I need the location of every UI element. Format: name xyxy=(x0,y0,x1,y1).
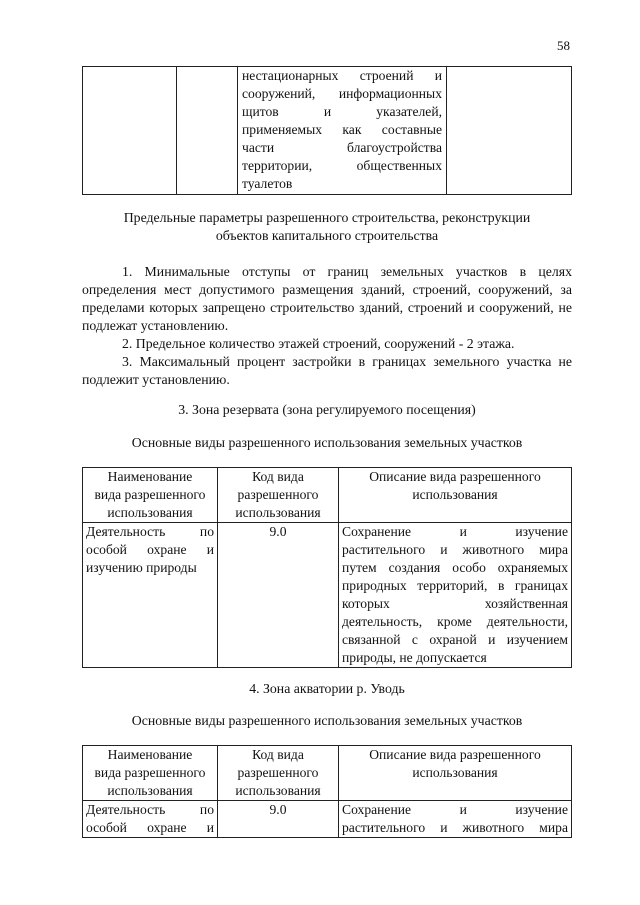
zone3-table xyxy=(82,467,572,668)
table-cell-description xyxy=(238,67,447,195)
table-row xyxy=(83,523,572,668)
description-line: сооружений, информационных xyxy=(242,86,442,101)
description-line: щитов и указателей, xyxy=(242,104,442,119)
description-line: применяемых как составные xyxy=(242,122,442,137)
description-line: части благоустройства xyxy=(242,140,442,155)
paragraph: 3. Максимальный процент застройки в границах земельного участка не подлежит установлению. xyxy=(82,354,572,387)
continuation-table xyxy=(82,66,572,195)
description-cell: Сохранение и изучение растительного и животного мира путем создания особо охраняемых природных территорий, в границах которых хозяйственная деятельность, кроме деятельности, связанной с охраной и изучением природы, не допускается xyxy=(339,523,572,668)
header-cell: Код вида разрешенного использования xyxy=(218,468,339,523)
section-heading xyxy=(82,209,572,245)
paragraph: 1. Минимальные отступы от границ земельных участков в целях определения мест допустимого размещения зданий, строений, сооружений, за пределами которых запрещено строительство зданий, строений и сооружений, не подлежат установлению. xyxy=(82,264,572,333)
zone3-subtitle: Основные виды разрешенного использования земельных участков xyxy=(131,435,523,450)
table-header-row xyxy=(83,746,572,801)
header-cell: Код вида разрешенного использования xyxy=(218,746,339,801)
description-cell: Сохранение и изучение растительного и животного мира xyxy=(339,801,572,838)
zone4-title: 4. Зона акватории р. Уводь xyxy=(249,681,405,696)
header-cell: Наименование вида разрешенного использования xyxy=(83,746,218,801)
zone3-title: 3. Зона резервата (зона регулируемого посещения) xyxy=(178,402,476,417)
page-number: 58 xyxy=(557,38,570,53)
limits-paragraphs xyxy=(82,263,572,389)
description-line: нестационарных строений и xyxy=(242,68,442,83)
header-cell: Описание вида разрешенного использования xyxy=(339,468,572,523)
code-cell: 9.0 xyxy=(218,801,339,838)
heading-line: объектов капитального строительства xyxy=(215,228,439,243)
table-cell-empty xyxy=(177,67,238,195)
paragraph: 2. Предельное количество этажей строений, сооружений - 2 этажа. xyxy=(122,336,515,351)
table-cell-empty xyxy=(83,67,177,195)
zone4-subtitle: Основные виды разрешенного использования земельных участков xyxy=(131,713,523,728)
table-header-row xyxy=(83,468,572,523)
header-cell: Наименование вида разрешенного использования xyxy=(83,468,218,523)
name-cell: Деятельность по особой охране и xyxy=(83,801,218,838)
description-line: территории, общественных xyxy=(242,158,442,173)
heading-line: Предельные параметры разрешенного строительства, реконструкции xyxy=(123,210,531,225)
table-cell-empty xyxy=(447,67,572,195)
name-cell: Деятельность по особой охране и изучению природы xyxy=(83,523,218,668)
table-row xyxy=(83,801,572,838)
table-row xyxy=(83,67,572,195)
description-line: туалетов xyxy=(242,176,293,191)
zone4-table xyxy=(82,745,572,838)
code-cell: 9.0 xyxy=(218,523,339,668)
header-cell: Описание вида разрешенного использования xyxy=(339,746,572,801)
